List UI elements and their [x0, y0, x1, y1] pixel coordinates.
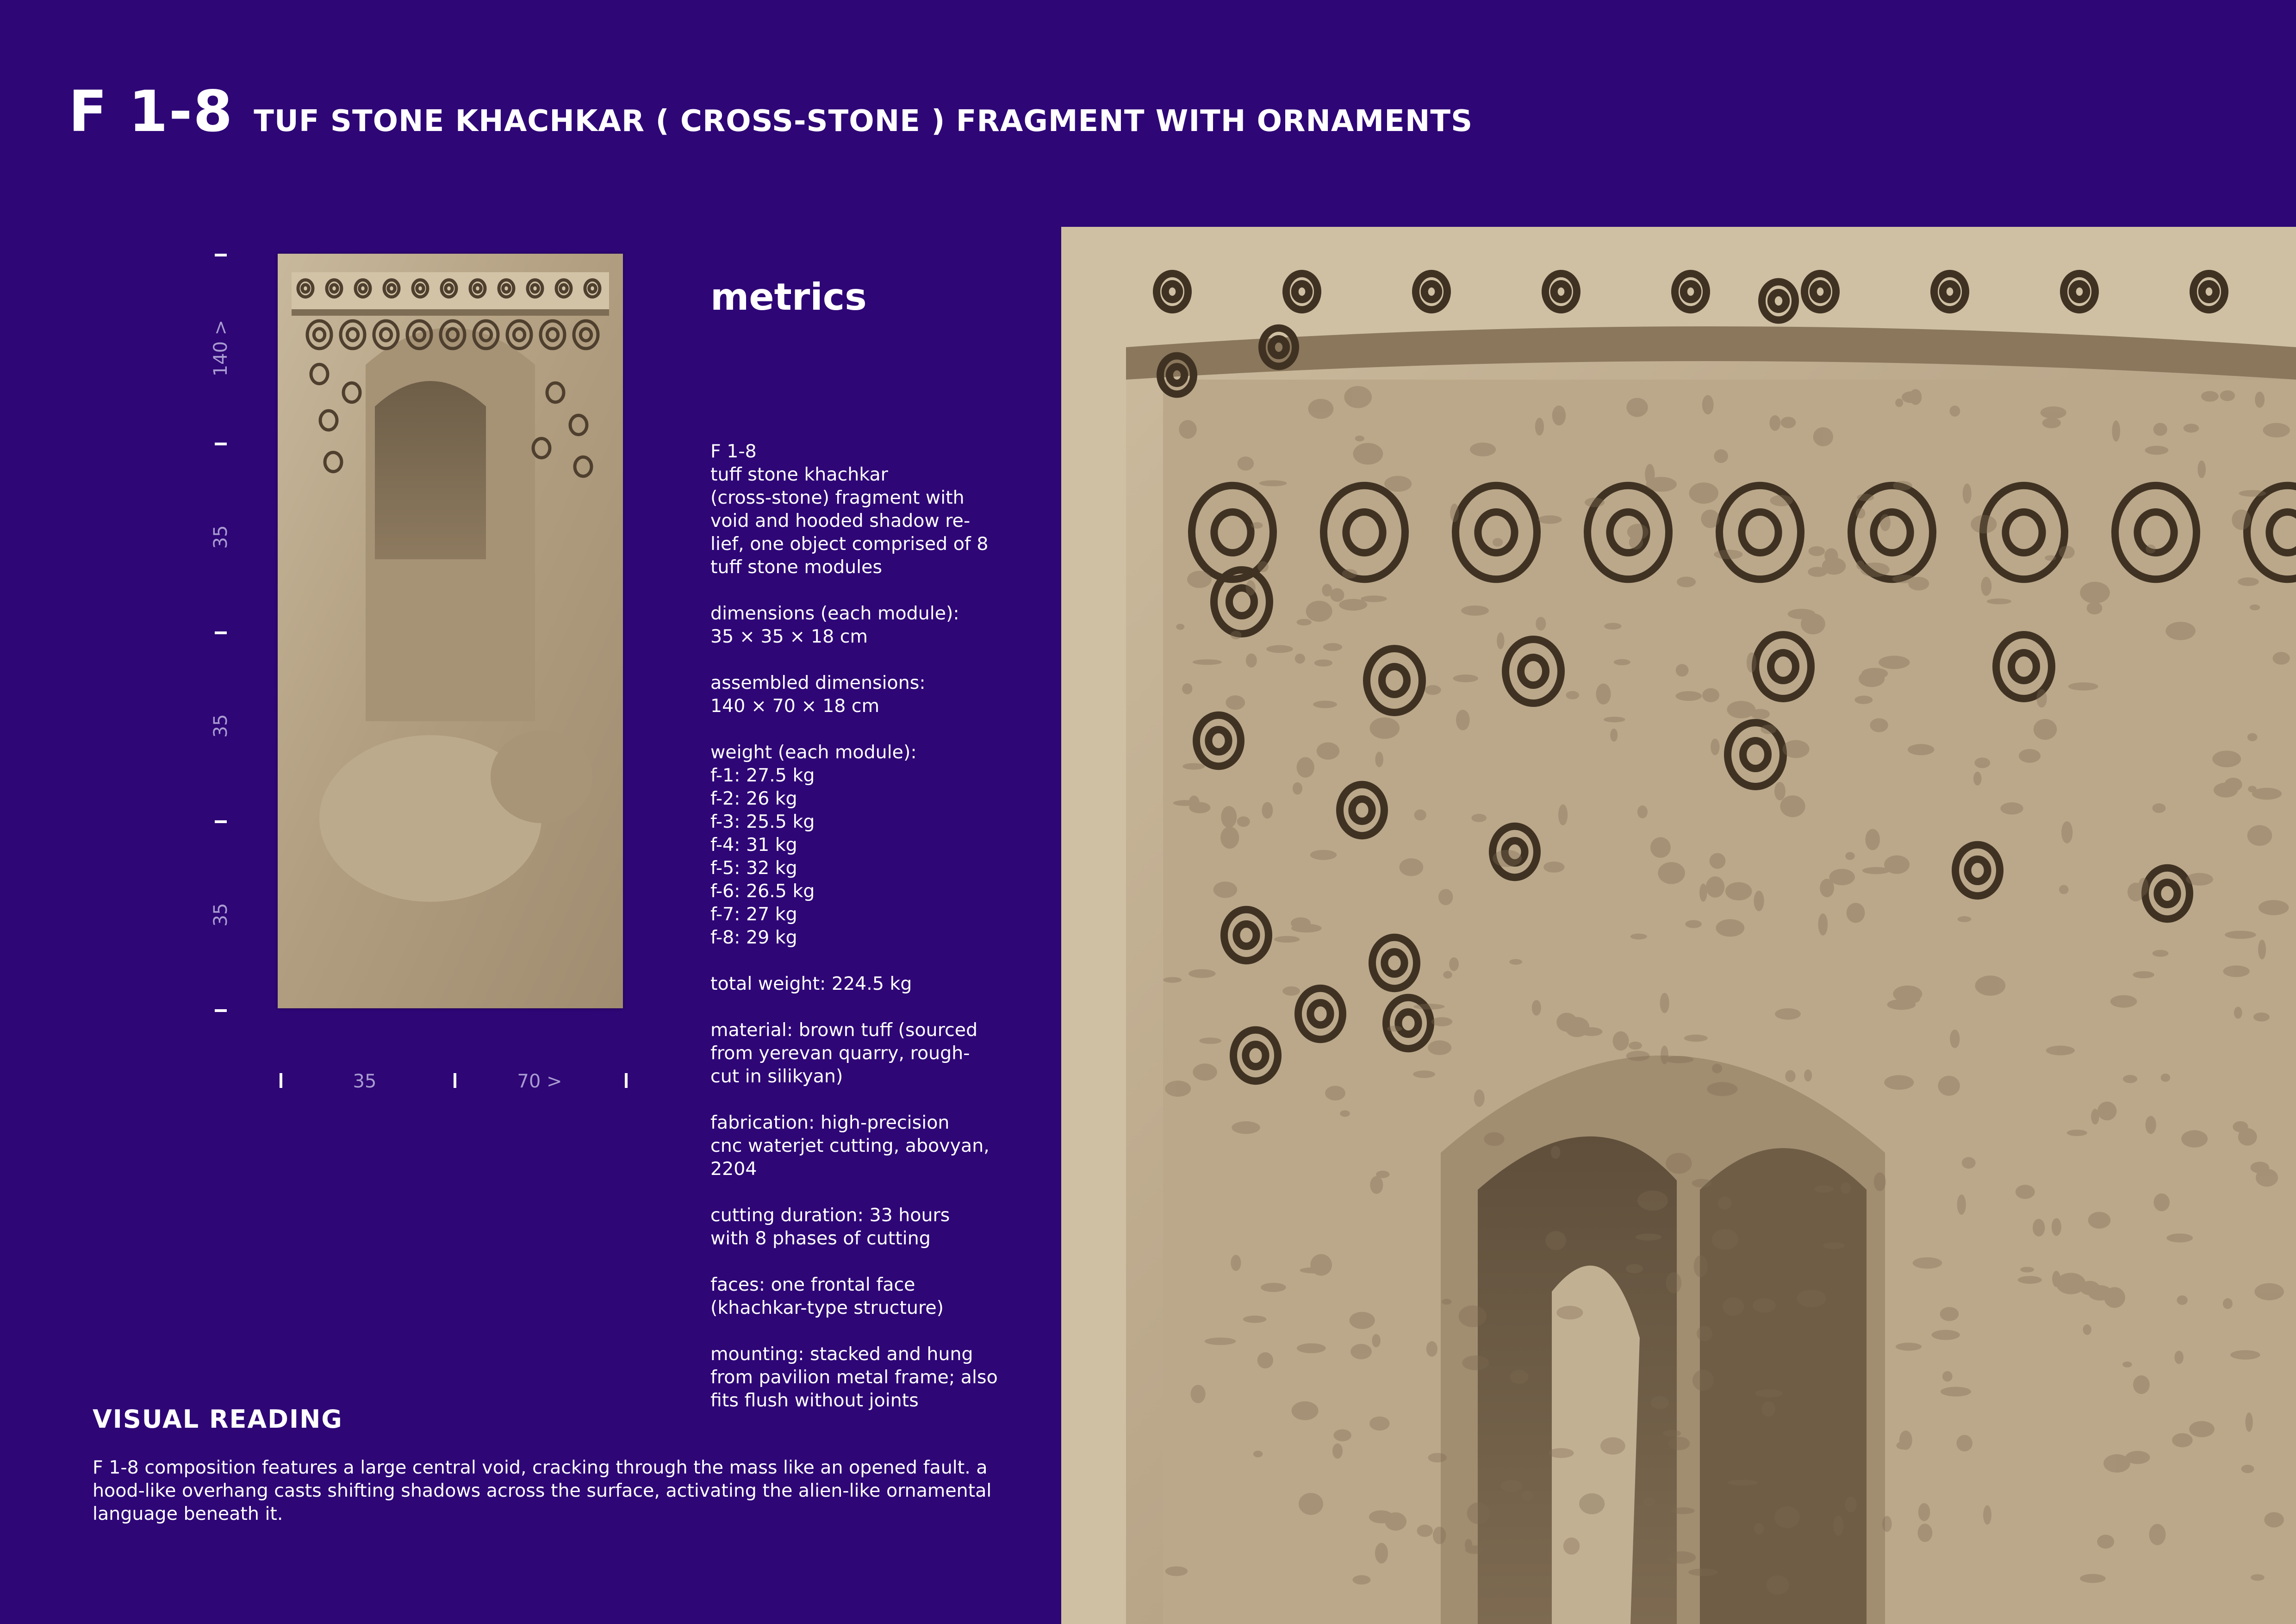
metrics-line: f-8: 29 kg — [710, 927, 797, 948]
metrics-block — [710, 1273, 1025, 1319]
metrics-line: f-6: 26.5 kg — [710, 881, 815, 902]
scale-tick — [215, 443, 227, 445]
metrics-line: (khachkar-type structure) — [710, 1297, 944, 1318]
metrics-block — [710, 671, 1025, 718]
metrics-line: lief, one object comprised of 8 — [710, 533, 989, 555]
metrics-line: 140 × 70 × 18 cm — [710, 695, 880, 717]
metrics-line: cnc waterjet cutting, abovyan, — [710, 1135, 989, 1156]
page-title — [68, 79, 1473, 144]
scale-label: 35 — [210, 903, 231, 927]
title-text: TUF STONE KHACHKAR ( CROSS-STONE ) FRAGMENT WITH ORNAMENTS — [254, 104, 1473, 138]
scale-label-total-height: 140 > — [210, 319, 231, 377]
visual-reading-line: hood-like overhang casts shifting shadows across the surface, activating the alien-like ornamental — [93, 1480, 992, 1501]
metrics-list — [710, 440, 1025, 1435]
scale-tick — [215, 631, 227, 634]
metrics-line: tuff stone khachkar — [710, 464, 888, 485]
scale-tick — [215, 820, 227, 823]
metrics-line: faces: one frontal face — [710, 1274, 915, 1295]
metrics-line: f-4: 31 kg — [710, 834, 797, 856]
metrics-block — [710, 440, 1025, 579]
metrics-block — [710, 1111, 1025, 1181]
horizontal-dimension-scale — [259, 1065, 639, 1102]
scale-label: 35 — [353, 1071, 377, 1092]
metrics-line: f-5: 32 kg — [710, 857, 797, 879]
scale-tick — [280, 1073, 282, 1088]
metrics-line: mounting: stacked and hung — [710, 1343, 973, 1365]
metrics-line: 35 × 35 × 18 cm — [710, 626, 868, 647]
visual-reading-line: F 1-8 composition features a large central void, cracking through the mass like an opened fault. a — [93, 1457, 988, 1478]
metrics-line: f-3: 25.5 kg — [710, 811, 815, 832]
metrics-line: fits flush without joints — [710, 1390, 919, 1411]
scale-label: 35 — [210, 714, 231, 738]
metrics-line: F 1-8 — [710, 441, 757, 462]
visual-reading-line: language beneath it. — [93, 1503, 283, 1524]
metrics-block — [710, 741, 1025, 949]
scale-tick — [215, 254, 227, 256]
scale-label-total-width: 70 > — [517, 1071, 562, 1092]
metrics-line: cut in silikyan) — [710, 1066, 843, 1087]
metrics-line: total weight: 224.5 kg — [710, 973, 912, 994]
vertical-dimension-scale — [204, 254, 245, 1013]
scale-label: 35 — [210, 525, 231, 549]
metrics-line: dimensions (each module): — [710, 603, 959, 624]
metrics-line: f-2: 26 kg — [710, 788, 797, 809]
metrics-line: tuff stone modules — [710, 556, 883, 578]
metrics-heading: metrics — [710, 275, 867, 319]
metrics-line: (cross-stone) fragment with — [710, 487, 964, 508]
scale-tick — [215, 1009, 227, 1012]
visual-reading-heading: VISUAL READING — [93, 1405, 343, 1434]
metrics-line: with 8 phases of cutting — [710, 1228, 931, 1249]
metrics-line: from yerevan quarry, rough- — [710, 1043, 970, 1064]
title-code: F 1-8 — [68, 79, 234, 144]
metrics-line: assembled dimensions: — [710, 672, 926, 693]
metrics-line: material: brown tuff (sourced — [710, 1019, 978, 1041]
metrics-line: fabrication: high-precision — [710, 1112, 950, 1133]
stone-detail-image — [1061, 227, 2296, 1624]
metrics-block — [710, 972, 1025, 995]
metrics-line: 2204 — [710, 1158, 757, 1180]
metrics-line: cutting duration: 33 hours — [710, 1205, 950, 1226]
metrics-block — [710, 1204, 1025, 1250]
metrics-line: f-1: 27.5 kg — [710, 765, 815, 786]
metrics-block — [710, 1018, 1025, 1088]
scale-tick — [625, 1073, 628, 1088]
stone-thumbnail-image — [278, 254, 623, 1008]
metrics-line: from pavilion metal frame; also — [710, 1367, 998, 1388]
metrics-block — [710, 1343, 1025, 1412]
metrics-line: f-7: 27 kg — [710, 904, 797, 925]
scale-tick — [454, 1073, 456, 1088]
metrics-line: void and hooded shadow re- — [710, 510, 971, 531]
metrics-line: weight (each module): — [710, 742, 917, 763]
visual-reading-text — [93, 1456, 1046, 1525]
metrics-block — [710, 602, 1025, 648]
